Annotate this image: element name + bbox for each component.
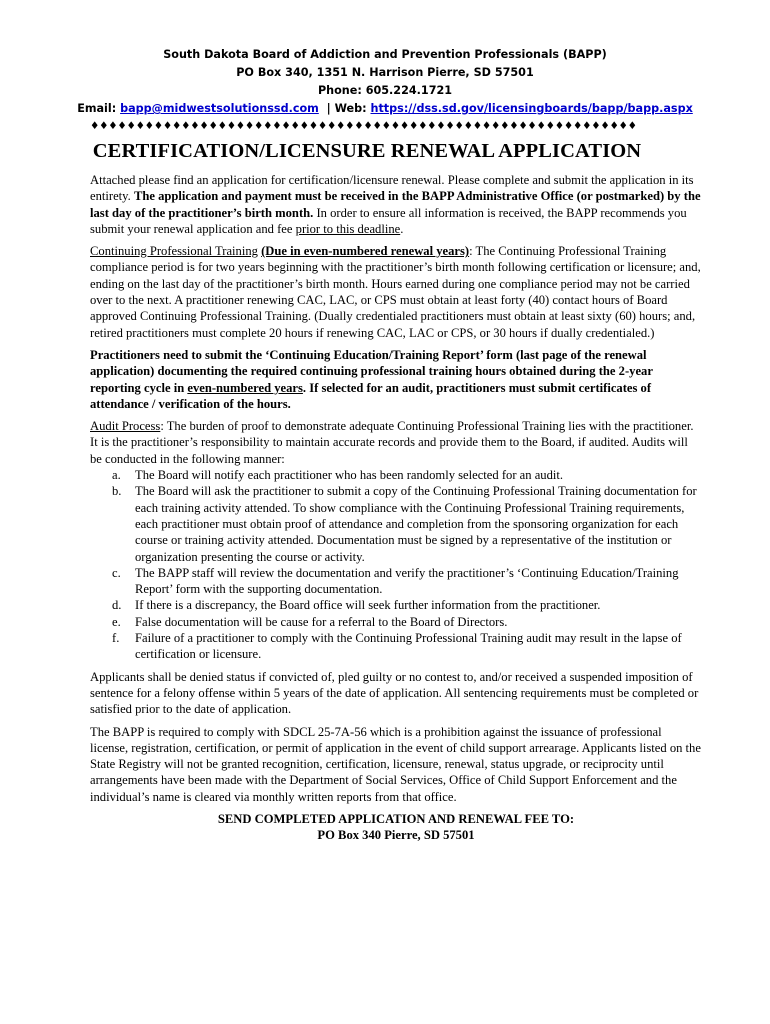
intro-paragraph (90, 172, 702, 237)
cpt-colon: : (469, 244, 473, 259)
submit-text: Practitioners need to submit the ‘Continuing Education/Training Report’ form (last page of the renewal application) documenting the required continuing professional training hours obtained during the 2-year reporting cycle in (90, 347, 653, 395)
list-item (90, 597, 702, 613)
send-heading: SEND COMPLETED APPLICATION AND RENEWAL FEE TO: (217, 811, 575, 826)
list-item-text: False documentation will be cause for a referral to the Board of Directors. (135, 614, 508, 629)
audit-list (90, 467, 702, 663)
list-item-text: Failure of a practitioner to comply with the Continuing Professional Training audit may result in the lapse of certification or licensure. (135, 631, 682, 662)
send-to-block (90, 811, 702, 844)
cpt-due-note: (Due in even-numbered renewal years) (261, 244, 470, 259)
email-link[interactable]: bapp@midwestsolutionssd.com (120, 102, 319, 115)
letterhead (0, 46, 770, 118)
list-marker: d. (112, 598, 122, 613)
org-address: PO Box 340, 1351 N. Harrison Pierre, SD 57501 (236, 66, 534, 79)
cpt-heading: Continuing Professional Training (90, 244, 258, 259)
web-label: | Web: (318, 102, 371, 115)
list-item (90, 630, 702, 663)
list-item (90, 483, 702, 564)
audit-text: : The burden of proof to demonstrate adequate Continuing Professional Training lies with the practitioner. It is the practitioner’s responsibility to maintain accurate records and provide them to the Board, if audited. Audits will be conducted in the following manner: (90, 419, 694, 466)
web-link[interactable]: https://dss.sd.gov/licensingboards/bapp/bapp.aspx (370, 102, 693, 115)
contact-line (0, 100, 770, 118)
denial-paragraph: Applicants shall be denied status if convicted of, pled guilty or no contest to, and/or received a suspended imposition of sentence for a felony offense within 5 years of the date of application. All sentencing requirements must be completed or satisfied prior to the date of application. (90, 669, 699, 717)
sdcl-paragraph: The BAPP is required to comply with SDCL 25-7A-56 which is a prohibition against the issuance of professional license, registration, certification, or permit of application in the event of child support arrearage. Applicants listed on the State Registry will not be granted recognition, certification, licensure, renewal, status upgrade, or reciprocity until arrangements have been made with the Department of Social Services, Office of Child Support Enforcement and the individual’s name is cleared via monthly written reports from that office. (90, 724, 701, 804)
org-phone: Phone: 605.224.1721 (317, 84, 453, 97)
intro-text-2: In order to ensure all information is received, the BAPP recommends you submit your renewal application and fee (90, 205, 687, 236)
submit-text-2: . If selected for an audit, practitioners must submit certificates of attendance / verification of the hours. (90, 380, 652, 411)
list-item-text: The Board will notify each practitioner who has been randomly selected for an audit. (135, 468, 564, 483)
list-item (90, 614, 702, 630)
list-item (90, 565, 702, 598)
document-body (90, 172, 702, 844)
submit-underlined: even-numbered years (187, 380, 303, 395)
list-item-text: If there is a discrepancy, the Board office will seek further information from the practitioner. (135, 598, 601, 613)
page-title: CERTIFICATION/LICENSURE RENEWAL APPLICATION (92, 140, 642, 162)
list-item-text: The BAPP staff will review the documentation and verify the practitioner’s ‘Continuing Education/Training Report’ form with the supporting documentation. (135, 565, 679, 597)
cpt-paragraph (90, 243, 702, 341)
intro-end: . (400, 221, 404, 236)
audit-heading: Audit Process (90, 419, 161, 434)
email-label: Email: (77, 102, 121, 115)
list-marker: c. (112, 565, 121, 580)
intro-text: Attached please find an application for certification/licensure renewal. Please complete and submit the application in its entirety. (90, 173, 694, 204)
cpt-text: The Continuing Professional Training compliance period is for two years beginning with the practitioner’s birth month following certification or licensure; and, ending on the last day of the practitioner’s birth month. Hours earned during one compliance period may not be carried over to the next. A practitioner renewing CAC, LAC, or CPS must obtain at least forty (40) contact hours of Board approved Continuing Professional Training. (Dually credentialed practitioners must obtain at least sixty (60) hours; and, retired practitioners must complete 20 hours if renewing CAC, LAC or CPS, or 30 hours if dually credentialed.) (90, 244, 701, 340)
audit-paragraph (90, 418, 702, 467)
list-marker: b. (112, 484, 122, 499)
diamond-divider: ♦♦♦♦♦♦♦♦♦♦♦♦♦♦♦♦♦♦♦♦♦♦♦♦♦♦♦♦♦♦♦♦♦♦♦♦♦♦♦♦♦♦♦♦♦♦♦♦♦♦♦♦♦♦♦♦♦♦♦♦ (90, 120, 637, 132)
intro-underlined: prior to this deadline (295, 221, 401, 236)
list-item (90, 467, 702, 483)
org-name: South Dakota Board of Addiction and Prevention Professionals (BAPP) (163, 48, 607, 61)
list-marker: a. (112, 468, 121, 483)
intro-deadline-bold: The application and payment must be received in the BAPP Administrative Office (or postmarked) by the last day of the practitioner’s birth month. (90, 189, 701, 220)
list-marker: f. (112, 631, 120, 646)
list-item-text: The Board will ask the practitioner to submit a copy of the Continuing Professional Training documentation for each training activity attended. To show compliance with the Continuing Professional Training requirements, each practitioner must obtain proof of attendance and completion from the sponsoring organization for each course or training activity attended. Documentation must be signed by a representative of the institution or organization presenting the course or activity. (135, 484, 697, 564)
send-address: PO Box 340 Pierre, SD 57501 (317, 828, 475, 843)
list-marker: e. (112, 614, 121, 629)
submit-paragraph (90, 347, 702, 412)
